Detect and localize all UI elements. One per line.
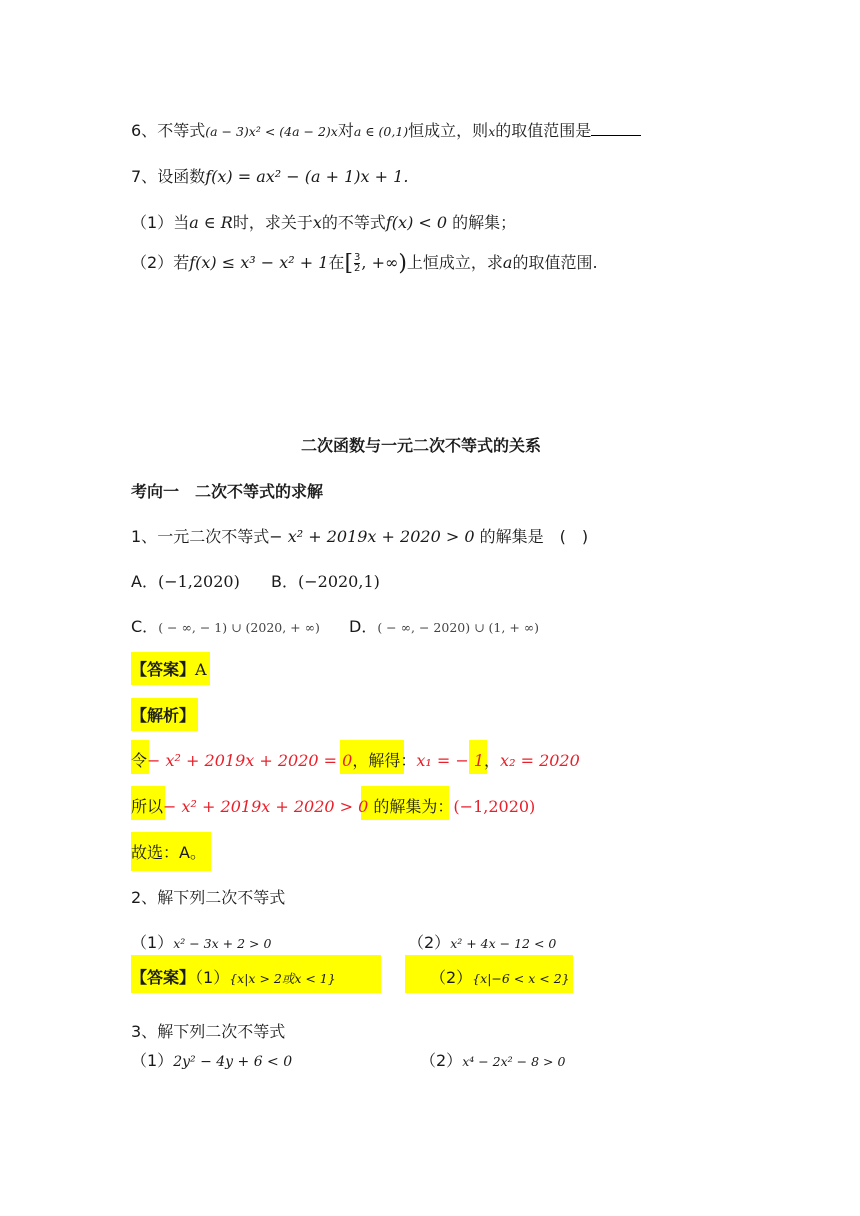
analysis-text: ，: [484, 751, 501, 770]
question-text: 的不等式: [321, 213, 386, 232]
question-7: [131, 164, 408, 187]
part-label: （2）: [408, 933, 451, 952]
question-text: 上恒成立，求: [406, 253, 503, 272]
question-text: 不等式: [157, 121, 206, 140]
answer-set-2: {x|−6 < x < 2}: [472, 971, 570, 986]
option-b[interactable]: [271, 569, 380, 592]
options-row-1: [131, 569, 240, 592]
option-b-value: (−2020,1): [297, 572, 380, 591]
question-2: [131, 885, 285, 908]
question-1: [131, 524, 588, 547]
option-d-value: ( − ∞, − 2020) ∪ (1, + ∞): [377, 620, 540, 635]
section-title: 二次函数与一元二次不等式的关系: [301, 436, 542, 455]
answer-block: [131, 652, 210, 685]
math-inequality: (a − 3)x² < (4a − 2)x: [205, 124, 338, 139]
option-d-label: D．: [349, 617, 378, 636]
math-function: f(x) = ax² − (a + 1)x + 1.: [205, 167, 409, 186]
option-b-label: B．: [271, 572, 298, 591]
question-text: 设函数: [157, 167, 206, 186]
question-6: [131, 118, 641, 141]
option-a[interactable]: [131, 572, 240, 591]
math-inequality: 2y² − 4y + 6 < 0: [173, 1054, 293, 1070]
analysis-line-1: [131, 748, 580, 771]
question-2-answer-2: [430, 965, 570, 988]
analysis-label: 【解析】: [131, 698, 198, 731]
question-number: 2、: [131, 888, 158, 907]
question-text: 的解集；: [447, 213, 517, 232]
question-text: 解下列二次不等式: [157, 888, 286, 907]
question-text: 当: [173, 213, 190, 232]
analysis-line-2: [131, 794, 535, 817]
answer-value: A: [195, 660, 207, 679]
question-3-part-1: [131, 1048, 292, 1071]
option-c[interactable]: [131, 614, 320, 637]
question-number: 3、: [131, 1022, 158, 1041]
math-condition: a ∈ R: [189, 213, 233, 232]
part-label: （1）: [131, 933, 174, 952]
math-inequality: x² − 3x + 2 > 0: [173, 936, 272, 951]
answer-set-1: {x|x > 2或x < 1}: [229, 971, 336, 986]
interval-rest: , +∞: [361, 253, 399, 272]
fraction-numerator: 3: [354, 252, 361, 263]
question-3-part-2: [420, 1048, 565, 1071]
math-root-1: x₁ = − 1: [416, 751, 485, 770]
question-7-part-1: [131, 210, 516, 233]
question-number: 7、: [131, 167, 158, 186]
question-text: 恒成立，则: [408, 121, 489, 140]
fraction: [354, 253, 360, 274]
question-text: 若: [173, 253, 190, 272]
option-c-label: C．: [131, 617, 159, 636]
analysis-line-3: 故选：A。: [131, 832, 211, 871]
question-number: 1、: [131, 527, 158, 546]
answer-label: 【答案】: [131, 660, 196, 679]
question-text: 的取值范围是: [495, 121, 592, 140]
question-text: 时，求关于: [232, 213, 313, 232]
question-text: 的解集是 ( ): [474, 527, 589, 546]
answer-blank: [591, 121, 641, 136]
section-subtitle: 考向一 二次不等式的求解: [131, 482, 324, 501]
question-2-answer: [131, 965, 336, 988]
math-inequality: − x² + 2019x + 2020 > 0: [163, 797, 369, 816]
interval-right-bracket: ): [398, 251, 407, 276]
math-inequality: x⁴ − 2x² − 8 > 0: [462, 1054, 566, 1069]
answer-label: 【答案】: [131, 968, 196, 987]
question-2-part-1: [131, 930, 271, 953]
question-text: 的取值范围.: [512, 253, 598, 272]
part-label: （2）: [131, 253, 174, 272]
question-text: 在: [328, 253, 345, 272]
solution-set: (−1,2020): [453, 797, 536, 816]
analysis-text: ，解得：: [352, 751, 417, 770]
option-d[interactable]: [349, 614, 539, 637]
question-text: 对: [337, 121, 354, 140]
fraction-denominator: 2: [354, 263, 361, 274]
math-inequality: f(x) ≤ x³ − x² + 1: [189, 253, 329, 272]
math-equation: − x² + 2019x + 2020 = 0: [147, 751, 353, 770]
question-number: 6、: [131, 121, 158, 140]
math-inequality: − x² + 2019x + 2020 > 0: [269, 527, 475, 546]
part-label: （1）: [131, 213, 174, 232]
part-label: （1）: [131, 1051, 174, 1070]
option-a-label: A．: [131, 572, 158, 591]
part-label: （2）: [420, 1051, 463, 1070]
analysis-text: 令: [131, 751, 148, 770]
interval-left-bracket: [: [344, 251, 354, 276]
math-inequality: f(x) < 0: [385, 213, 448, 232]
analysis-text: 的解集为：: [368, 797, 454, 816]
part-label: （1）: [195, 968, 230, 987]
question-3: [131, 1019, 285, 1042]
question-text: 一元二次不等式: [157, 527, 270, 546]
math-variable: x: [312, 213, 322, 232]
math-variable: x: [488, 124, 496, 139]
math-root-2: x₂ = 2020: [500, 751, 580, 770]
question-text: 解下列二次不等式: [157, 1022, 286, 1041]
option-c-value: ( − ∞, − 1) ∪ (2020, + ∞): [158, 620, 320, 635]
question-7-part-2: [131, 250, 598, 276]
part-label: （2）: [430, 968, 473, 987]
option-a-value: (−1,2020): [157, 572, 240, 591]
math-inequality: x² + 4x − 12 < 0: [450, 936, 557, 951]
question-2-part-2: [408, 930, 556, 953]
math-condition: a ∈ (0,1): [353, 124, 409, 139]
math-variable: a: [502, 253, 513, 272]
analysis-text: 所以: [131, 797, 164, 816]
